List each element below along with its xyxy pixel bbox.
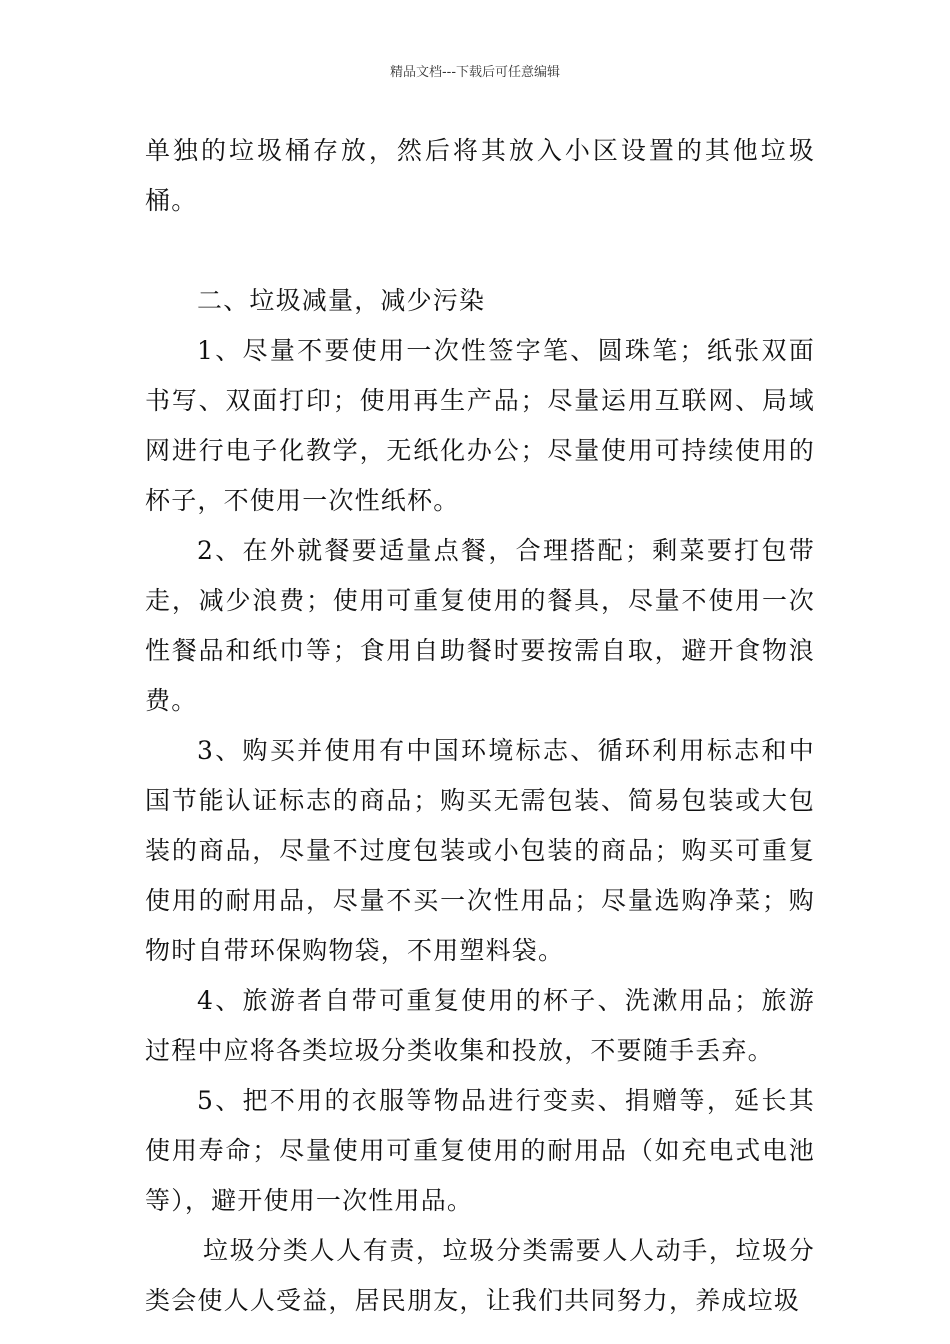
paragraph-continuation: 单独的垃圾桶存放，然后将其放入小区设置的其他垃圾桶。: [145, 136, 815, 215]
document-body: [145, 126, 815, 1326]
page-header: 精品文档---下载后可任意编辑: [389, 65, 561, 80]
paragraph-item-2: 2、在外就餐要适量点餐，合理搭配；剩菜要打包带走，减少浪费；使用可重复使用的餐具，尽量不使用一次性餐品和纸巾等；食用自助餐时要按需自取，避开食物浪费。: [145, 536, 815, 715]
paragraph-item-1: 1、尽量不要使用一次性签字笔、圆珠笔；纸张双面书写、双面打印；使用再生产品；尽量运用互联网、局域网进行电子化教学，无纸化办公；尽量使用可持续使用的杯子，不使用一次性纸杯。: [145, 336, 815, 515]
paragraph-item-3: 3、购买并使用有中国环境标志、循环利用标志和中国节能认证标志的商品；购买无需包装、简易包装或大包装的商品，尽量不过度包装或小包装的商品；购买可重复使用的耐用品，尽量不买一次性用品；尽量选购净菜；购物时自带环保购物袋，不用塑料袋。: [145, 736, 815, 965]
section-title: 二、垃圾减量，减少污染: [197, 286, 486, 315]
paragraph-item-5: 5、把不用的衣服等物品进行变卖、捐赠等，延长其使用寿命；尽量使用可重复使用的耐用品（如充电式电池等），避开使用一次性用品。: [145, 1086, 815, 1215]
paragraph-closing: 垃圾分类人人有责，垃圾分类需要人人动手，垃圾分类会使人人受益，居民朋友，让我们共同努力，养成垃圾: [145, 1236, 815, 1315]
paragraph-item-4: 4、旅游者自带可重复使用的杯子、洗漱用品；旅游过程中应将各类垃圾分类收集和投放，不要随手丢弃。: [145, 986, 815, 1065]
